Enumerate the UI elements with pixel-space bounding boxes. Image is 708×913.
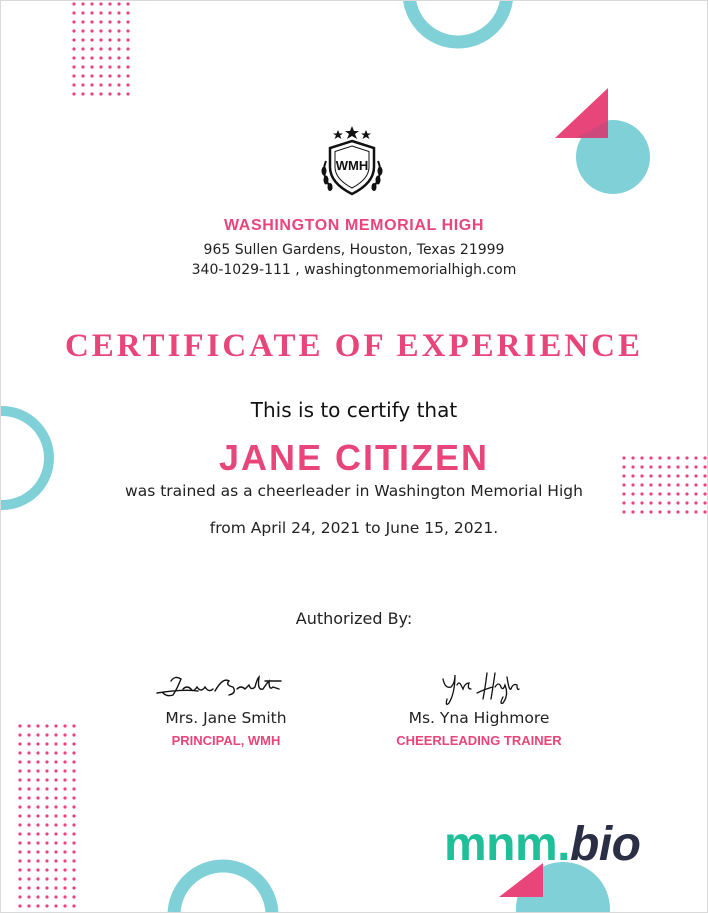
signature-yna-highmore bbox=[437, 669, 527, 709]
svg-text:WMH: WMH bbox=[335, 158, 369, 173]
certificate-description: was trained as a cheerleader in Washington Memorial High bbox=[125, 482, 583, 500]
recipient-name: JANE CITIZEN bbox=[218, 437, 490, 478]
triangle-circle-shape-top-right bbox=[551, 85, 655, 199]
mnm-bio-watermark: mnm.bio bbox=[444, 818, 641, 871]
ring-shape-top bbox=[396, 0, 520, 55]
ring-shape-bottom bbox=[161, 853, 285, 913]
school-address: 965 Sullen Gardens, Houston, Texas 21999 bbox=[203, 242, 505, 258]
signatory-role: PRINCIPAL, WMH bbox=[171, 733, 281, 748]
certificate-dates: from April 24, 2021 to June 15, 2021. bbox=[209, 519, 499, 537]
school-contact: 340-1029-111 , washingtonmemorialhigh.com bbox=[191, 262, 517, 278]
shield-crest-icon bbox=[314, 123, 390, 199]
certify-line: This is to certify that bbox=[250, 398, 458, 422]
signatory-2 bbox=[369, 709, 589, 748]
dot-pattern-bottom-left bbox=[17, 723, 77, 913]
signatory-role: CHEERLEADING TRAINER bbox=[396, 733, 562, 748]
dot-pattern-top-left bbox=[71, 1, 131, 97]
signatory-1 bbox=[116, 709, 336, 748]
certificate-title: CERTIFICATE OF EXPERIENCE bbox=[64, 328, 644, 364]
signatory-name: Mrs. Jane Smith bbox=[165, 709, 287, 727]
signature-jane-smith bbox=[153, 671, 298, 701]
signatory-name: Ms. Yna Highmore bbox=[408, 709, 550, 727]
authorized-by-label: Authorized By: bbox=[295, 609, 413, 628]
school-name: WASHINGTON MEMORIAL HIGH bbox=[223, 217, 485, 234]
